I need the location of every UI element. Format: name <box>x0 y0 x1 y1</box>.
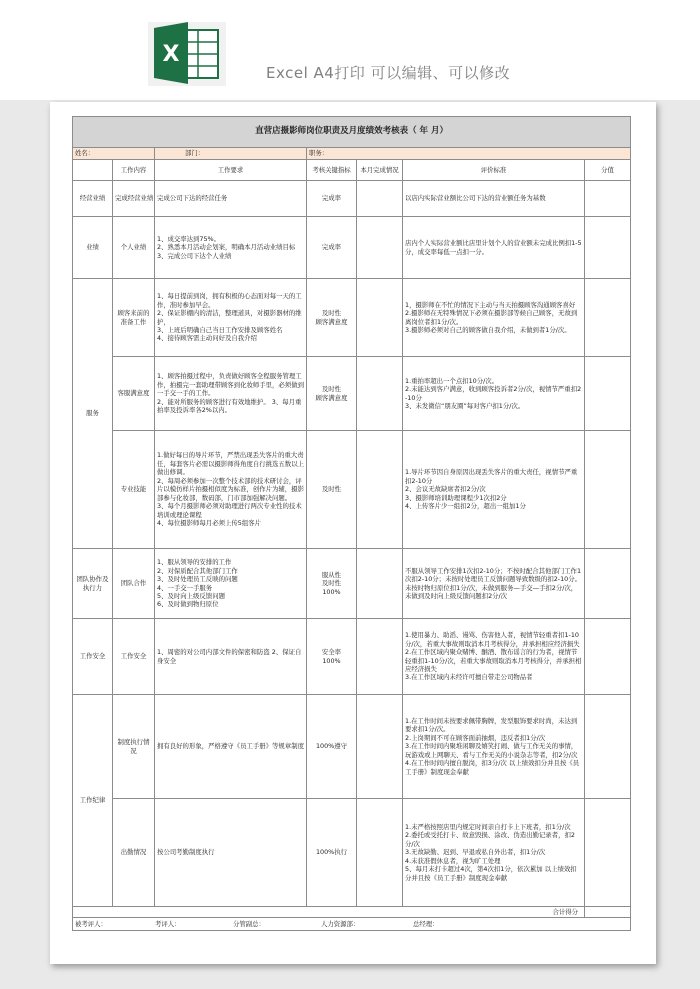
score-cell[interactable] <box>585 357 631 431</box>
signature-line <box>73 918 631 931</box>
requirement-cell: 拥有良好的形象，严格遵守《员工手册》等规章制度 <box>155 695 307 799</box>
completion-cell[interactable] <box>357 217 403 279</box>
header-category <box>73 160 113 181</box>
info-row <box>73 148 631 160</box>
header-completion: 本月完成情况 <box>357 160 403 181</box>
gm-label[interactable]: 总经理： <box>413 920 439 929</box>
appraisal-table <box>72 116 631 931</box>
requirement-cell: 1、顾客拍摄过程中，负责做好顾客全程服务管理工作，拍摄完一套助理带顾客到化妆师手里，必须做到一手交一手的工作。 2、能对所服务的顾客进行有效地维护。 3、每月重拍率及投诉率各2%以内。 <box>155 357 307 431</box>
kpi-cell: 完成率 <box>307 217 357 279</box>
name-field[interactable]: 姓名： <box>73 148 155 160</box>
completion-cell[interactable] <box>357 695 403 799</box>
score-cell[interactable] <box>585 279 631 357</box>
score-cell[interactable] <box>585 799 631 907</box>
requirement-cell: 1、周密的对公司内部文件的保密和防盗 2、保证自身安全 <box>155 619 307 695</box>
content-cell: 团队合作 <box>113 549 155 619</box>
kpi-cell: 及时性 <box>307 431 357 549</box>
standard-cell: 1.未严格按照店里内规定时间亲自打卡上下班者，扣1分/次 2.委托或受托打卡、故意毁损、涂改、伪造出勤记录者，扣2分/次 3.无故缺勤、迟到、早退或私自外出者，扣1分/次 4.未获准假休息者，视为旷工处理 5、每月未打卡超过4次，第4次扣1分，依次累加 以上绩效扣分并且按《员工手册》制度现金奉献 <box>403 799 585 907</box>
hr-label[interactable]: 人力资源部： <box>321 920 360 929</box>
completion-cell[interactable] <box>357 181 403 217</box>
completion-cell[interactable] <box>357 799 403 907</box>
header-kpi: 考核关键指标 <box>307 160 357 181</box>
title-row <box>73 117 631 148</box>
score-cell[interactable] <box>585 431 631 549</box>
category-cell: 业绩 <box>73 217 113 279</box>
kpi-cell: 安全率 100% <box>307 619 357 695</box>
kpi-cell: 完成率 <box>307 181 357 217</box>
content-cell: 顾客来前的准备工作 <box>113 279 155 357</box>
banner-title: Excel A4打印 可以编辑、可以修改 <box>266 64 511 82</box>
kpi-cell: 100%执行 <box>307 799 357 907</box>
header-requirement: 工作要求 <box>155 160 307 181</box>
table-row <box>73 181 631 217</box>
table-row <box>73 279 631 357</box>
table-row <box>73 619 631 695</box>
completion-cell[interactable] <box>357 549 403 619</box>
total-row <box>73 907 631 918</box>
standard-cell: 1.重拍率超出一个点扣10分/次。 2.未能达到客户满意，收到顾客投诉者2分/次，视情节严重扣2-10分 3、未发微信“朋友圈”每对客户扣1分/次。 <box>403 357 585 431</box>
header-score: 分值 <box>585 160 631 181</box>
requirement-cell: 1、服从领导的安排的工作 2、对保质配合其他部门工作 3、及时处理员工反映的问题 4、一手交一手服务 5、及时向上级反馈问题 6、及时做到物归原位 <box>155 549 307 619</box>
manager-label[interactable]: 分管副总： <box>233 920 265 929</box>
assessee-label[interactable]: 被考评人： <box>75 920 107 929</box>
standard-cell: 不服从领导工作安排1次扣2-10分；不按时配合其他部门工作1次扣2-10分；未按时处理员工反馈问题导致数级的扣2-10分。未按时物归原位扣1分/次，未做到服务—手交—手扣2分/次，未做到及时向上级反馈问题扣2分/次 <box>403 549 585 619</box>
svg-text:X: X <box>162 42 180 67</box>
content-cell: 完成经营业绩 <box>113 181 155 217</box>
assessor-label[interactable]: 考评人： <box>155 920 181 929</box>
content-cell: 制度执行情况 <box>113 695 155 799</box>
category-cell: 工作纪律 <box>73 695 113 907</box>
table-row <box>73 217 631 279</box>
requirement-cell: 1、每日提前到岗，拥有积极的心态面对每一天的工作，准时参加早会。 2、保证影棚内的清洁，整理道具，对摄影器材的维护， 3、上班后明确自己当日工作安排及顾客姓名 4、接待顾客需主动问好及自我介绍 <box>155 279 307 357</box>
category-cell: 经营业绩 <box>73 181 113 217</box>
requirement-cell: 1、成交率达到75%。 2、熟悉本月活动企划案，明确本月活动业绩目标 3、完成公司下达个人业绩 <box>155 217 307 279</box>
table-row <box>73 357 631 431</box>
dept-field[interactable]: 部门： <box>155 148 307 160</box>
requirement-cell: 1.做好每日的导片环节，严禁出现丢失客片的重大责任，每套客片必需以摄影师得角度自行挑选五数以上做出修调。 2、每周必须参加一次整个技术部的技术研讨会，评片以模仿样片拍摄相似度为标准，创作片为辅，摄影部参与化妆部，数码部，门市部加强解决问题。 3、每个月摄影师必须对助理进行两次专业性的技术培训或理论课程 4、每位摄影师每月必须上传5组客片 <box>155 431 307 549</box>
header-content: 工作内容 <box>113 160 155 181</box>
header-standard: 评价标准 <box>403 160 585 181</box>
completion-cell[interactable] <box>357 357 403 431</box>
content-cell: 专业技能 <box>113 431 155 549</box>
score-cell[interactable] <box>585 549 631 619</box>
standard-cell: 1.在工作时间未按要求佩带胸牌，发型服饰要求时尚，未达到要求扣1分/次。 2.上岗期间不可在顾客面前抽烟，违反者扣1分/次 3.在工作时间内聚堆闲聊及嬉笑打闹、做与工作无关的事情，玩游戏或上网聊天、看与工作无关的小说杂志等者，扣2分/次 4.在工作时间内擅自脱岗，扣3分/次 以上绩效扣分并且按《员工手册》制度现金奉献 <box>403 695 585 799</box>
score-cell[interactable] <box>585 217 631 279</box>
category-cell: 团队协作及执行力 <box>73 549 113 619</box>
completion-cell[interactable] <box>357 279 403 357</box>
header-row <box>73 160 631 181</box>
category-cell: 工作安全 <box>73 619 113 695</box>
total-label: 合计得分 <box>73 907 585 918</box>
sheet-title: 直营店摄影师岗位职责及月度绩效考核表（ 年 月） <box>73 117 631 148</box>
kpi-cell: 及时性 顾客满意度 <box>307 357 357 431</box>
standard-cell: 1.使用暴力、助滔、谩骂、伤害他人者，视情节轻重者扣1-10分/次，若重大事故则取消本月考核得分，并承担相应经济损失 2.在工作区域内聚众赌博、酗酒、散布谣言的行为者，视情节轻重扣1-10分/次，若重大事故则取消本月考核得分，并承担相应经济损失 3.在工作区域内未经许可擅自带走公司物品者 <box>403 619 585 695</box>
requirement-cell: 完成公司下达的经营任务 <box>155 181 307 217</box>
completion-cell[interactable] <box>357 431 403 549</box>
spreadsheet-page <box>50 102 656 964</box>
content-cell: 出勤情况 <box>113 799 155 907</box>
standard-cell: 1.导片环节因自身原因出现丢失客片的重大责任，视情节严重扣2-10分 2、会议无故缺席者扣2分/次 3、摄影师培训助理课程少1次扣2分 4、上传客片少一组扣2分，超出一组加1分 <box>403 431 585 549</box>
kpi-cell: 服从性 及时性 100% <box>307 549 357 619</box>
content-cell: 客服满意度 <box>113 357 155 431</box>
completion-cell[interactable] <box>357 619 403 695</box>
content-cell: 个人业绩 <box>113 217 155 279</box>
kpi-cell: 100%遵守 <box>307 695 357 799</box>
kpi-cell: 及时性 顾客满意度 <box>307 279 357 357</box>
category-cell: 服务 <box>73 279 113 549</box>
standard-cell: 以店内实际营业额比公司下达的营业额任务为基数 <box>403 181 585 217</box>
signature-row <box>73 918 631 931</box>
table-row <box>73 549 631 619</box>
score-cell[interactable] <box>585 695 631 799</box>
standard-cell: 店内个人实际营业额比店里计划个人的营业额未完成比例扣1-5分，成交率每低一点扣一分。 <box>403 217 585 279</box>
score-cell[interactable] <box>585 619 631 695</box>
table-row <box>73 695 631 799</box>
standard-cell: 1，摄影师在不忙的情况下主动与当天拍摄顾客沟通顾客喜好 2.摄影师在无特殊情况下必须在摄影部等候自己顾客，无故到离岗位者扣1分/次。 3.摄影师必须对自己的顾客做自我介绍，未做到者1分/次。 <box>403 279 585 357</box>
total-score-cell[interactable] <box>585 907 631 918</box>
content-cell: 工作安全 <box>113 619 155 695</box>
excel-icon <box>148 20 226 86</box>
banner <box>0 0 700 100</box>
score-cell[interactable] <box>585 181 631 217</box>
table-row <box>73 799 631 907</box>
position-field[interactable]: 职务： <box>307 148 631 160</box>
requirement-cell: 按公司考勤制度执行 <box>155 799 307 907</box>
table-row <box>73 431 631 549</box>
